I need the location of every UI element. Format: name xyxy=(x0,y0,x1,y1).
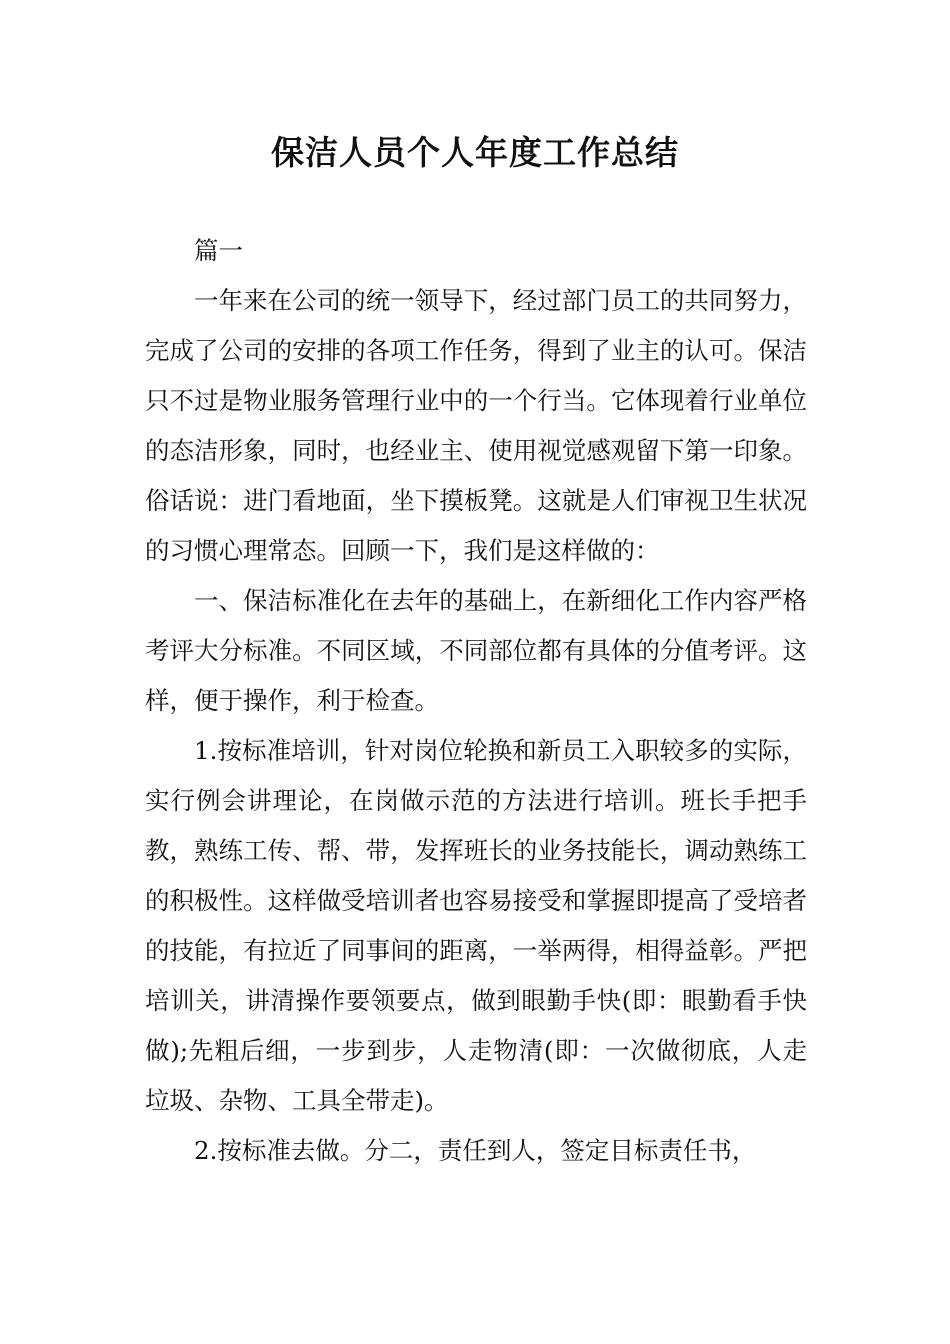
document-body xyxy=(145,226,807,1176)
paragraph-item-one: 1.按标准培训，针对岗位轮换和新员工入职较多的实际，实行例会讲理论，在岗做示范的方法进行培训。班长手把手教，熟练工传、帮、带，发挥班长的业务技能长，调动熟练工的积极性。这样做受培训者也容易接受和掌握即提高了受培者的技能，有拉近了同事间的距离，一举两得，相得益彰。严把培训关，讲清操作要领要点，做到眼勤手快(即：眼勤看手快做);先粗后细，一步到步，人走物清(即：一次做彻底，人走垃圾、杂物、工具全带走)。 xyxy=(145,736,807,1115)
paragraph-section-one: 一、保洁标准化在去年的基础上，在新细化工作内容严格考评大分标准。不同区域，不同部位都有具体的分值考评。这样，便于操作，利于检查。 xyxy=(145,586,807,715)
section-label: 篇一 xyxy=(194,236,243,265)
paragraph-intro: 一年来在公司的统一领导下，经过部门员工的共同努力，完成了公司的安排的各项工作任务，得到了业主的认可。保洁只不过是物业服务管理行业中的一个行当。它体现着行业单位的态洁形象，同时，也经业主、使用视觉感观留下第一印象。俗话说：进门看地面，坐下摸板凳。这就是人们审视卫生状况的习惯心理常态。回顾一下，我们是这样做的： xyxy=(145,286,807,565)
document-title: 保洁人员个人年度工作总结 xyxy=(271,133,679,172)
paragraph-item-two: 2.按标准去做。分二，责任到人，签定目标责任书， xyxy=(194,1136,757,1165)
